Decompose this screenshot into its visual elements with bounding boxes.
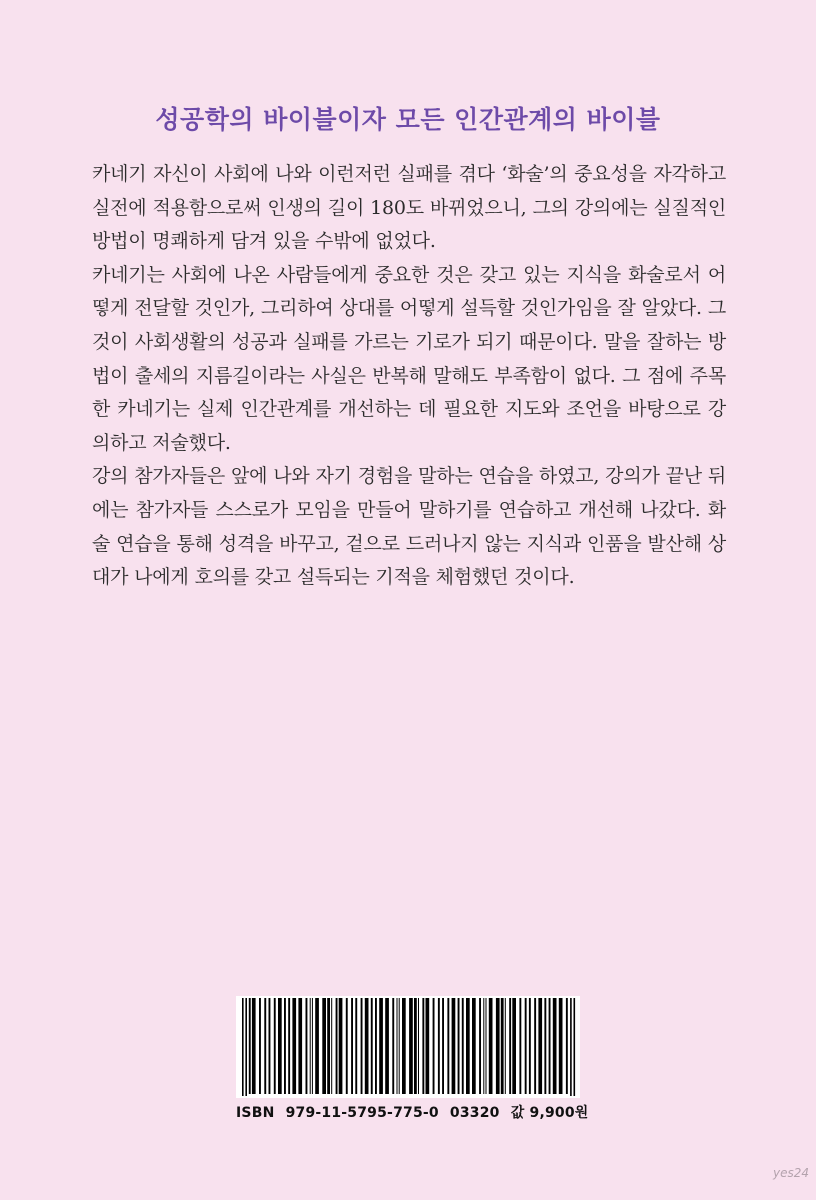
barcode-image: [236, 996, 580, 1098]
barcode-bar: [538, 998, 542, 1094]
barcode-bar: [397, 998, 398, 1094]
barcode-bar: [274, 998, 276, 1094]
barcode-bar: [519, 998, 521, 1094]
barcode-bar: [298, 998, 302, 1094]
barcode-bar: [361, 998, 363, 1094]
paragraph-3: 강의 참가자들은 앞에 나와 자기 경험을 말하는 연습을 하였고, 강의가 끝난 뒤에는 참가자들 스스로가 모임을 만들어 말하기를 연습하고 개선해 나갔다. 화술 연습을 통해 성격을 바꾸고, 겉으로 드러나지 않는 지식과 인품을 발산해 상대가 나에게 호의를 갖고 설득되는 기적을 체험했던 것이다.: [92, 465, 726, 589]
barcode-bar: [322, 998, 326, 1094]
watermark-logo: yes24: [773, 1166, 810, 1180]
barcode-bar: [525, 998, 527, 1094]
barcode-bar: [534, 998, 536, 1094]
barcode-bar: [399, 998, 400, 1094]
barcode-bar: [379, 998, 383, 1094]
barcode-bar: [371, 998, 373, 1094]
headline: 성공학의 바이블이자 모든 인간관계의 바이블: [155, 105, 661, 134]
barcode-bar: [529, 998, 531, 1094]
barcode-bar: [288, 998, 290, 1094]
barcode-bar: [242, 998, 244, 1096]
barcode-bar: [483, 998, 484, 1094]
barcode-bar: [472, 998, 476, 1094]
barcode-bar: [566, 998, 568, 1094]
isbn-label: ISBN: [236, 1105, 275, 1121]
barcode-bar: [574, 998, 576, 1096]
barcode-bar: [496, 998, 500, 1094]
barcode-bar: [284, 998, 286, 1094]
barcode-bar: [433, 998, 435, 1094]
barcode-bar: [312, 998, 313, 1094]
barcode-bar: [462, 998, 464, 1094]
barcode-bar: [365, 998, 369, 1094]
barcode-bar: [351, 998, 353, 1094]
isbn-addon: 03320: [449, 1105, 500, 1121]
barcode-bar: [544, 998, 546, 1094]
price-label: 값 9,900원: [510, 1105, 589, 1121]
barcode-bar: [252, 998, 256, 1094]
barcode-bar: [505, 998, 506, 1094]
barcode-bar: [426, 998, 430, 1094]
barcode-bar: [553, 998, 557, 1094]
barcode-bar: [315, 998, 319, 1094]
body-text: [92, 158, 726, 595]
barcode-bar: [310, 998, 311, 1094]
barcode-bar: [355, 998, 357, 1094]
barcode-bar: [438, 998, 440, 1094]
barcode-bar: [489, 998, 493, 1094]
barcode-bar: [501, 998, 504, 1094]
barcode-bar: [306, 998, 308, 1094]
barcode-bar: [249, 998, 251, 1094]
isbn-number: 979-11-5795-775-0: [285, 1105, 439, 1121]
barcode-bar: [385, 998, 389, 1094]
barcode-bar: [269, 998, 271, 1094]
barcode-bar: [409, 998, 413, 1094]
paragraph-1: 카네기 자신이 사회에 나와 이런저런 실패를 겪다 ‘화술’의 중요성을 자각하고 실전에 적용함으로써 인생의 길이 180도 바뀌었으니, 그의 강의에는 실질적인 방법이 명쾌하게 담겨 있을 수밖에 없었다.: [92, 163, 726, 253]
barcode-bar: [549, 998, 551, 1094]
barcode-bar: [336, 998, 338, 1094]
barcode-bar: [479, 998, 481, 1094]
barcode-bar: [402, 998, 406, 1094]
barcode-bar: [259, 998, 261, 1094]
barcode-bar: [509, 998, 511, 1094]
barcode-block: [236, 996, 589, 1122]
barcode-bar: [447, 998, 449, 1094]
barcode-bar: [331, 998, 332, 1094]
barcode-bar: [414, 998, 417, 1094]
barcode-bar: [486, 998, 487, 1094]
paragraph-2: 카네기는 사회에 나온 사람들에게 중요한 것은 갖고 있는 지식을 화술로서 어떻게 전달할 것인가, 그리하여 상대를 어떻게 설득할 것인가임을 잘 알았다. 그것이 사회생활의 성공과 실패를 가르는 기로가 되기 때문이다. 말을 잘하는 방법이 출세의 지름길이라는 사실은 반복해 말해도 부족함이 없다. 그 점에 주목한 카네기는 실제 인간관계를 개선하는 데 필요한 지도와 조언을 바탕으로 강의하고 저술했다.: [92, 263, 726, 454]
barcode-bar: [512, 998, 516, 1094]
barcode-bar: [392, 998, 394, 1094]
barcode-bar: [570, 998, 572, 1096]
barcode-bar: [458, 998, 460, 1094]
barcode-bar: [466, 998, 470, 1094]
barcode-bar: [442, 998, 444, 1094]
barcode-bar: [452, 998, 456, 1094]
barcode-bar: [278, 998, 282, 1094]
barcode-bar: [346, 998, 348, 1094]
barcode-bar: [559, 998, 563, 1094]
barcode-bar: [264, 998, 266, 1094]
barcode-bar: [339, 998, 343, 1094]
barcode-bar: [327, 998, 330, 1094]
barcode-bar: [245, 998, 247, 1096]
isbn-line: [236, 1102, 589, 1122]
barcode-bar: [418, 998, 419, 1094]
barcode-bar: [422, 998, 424, 1094]
barcode-bar: [375, 998, 377, 1094]
barcode-bar: [292, 998, 296, 1094]
